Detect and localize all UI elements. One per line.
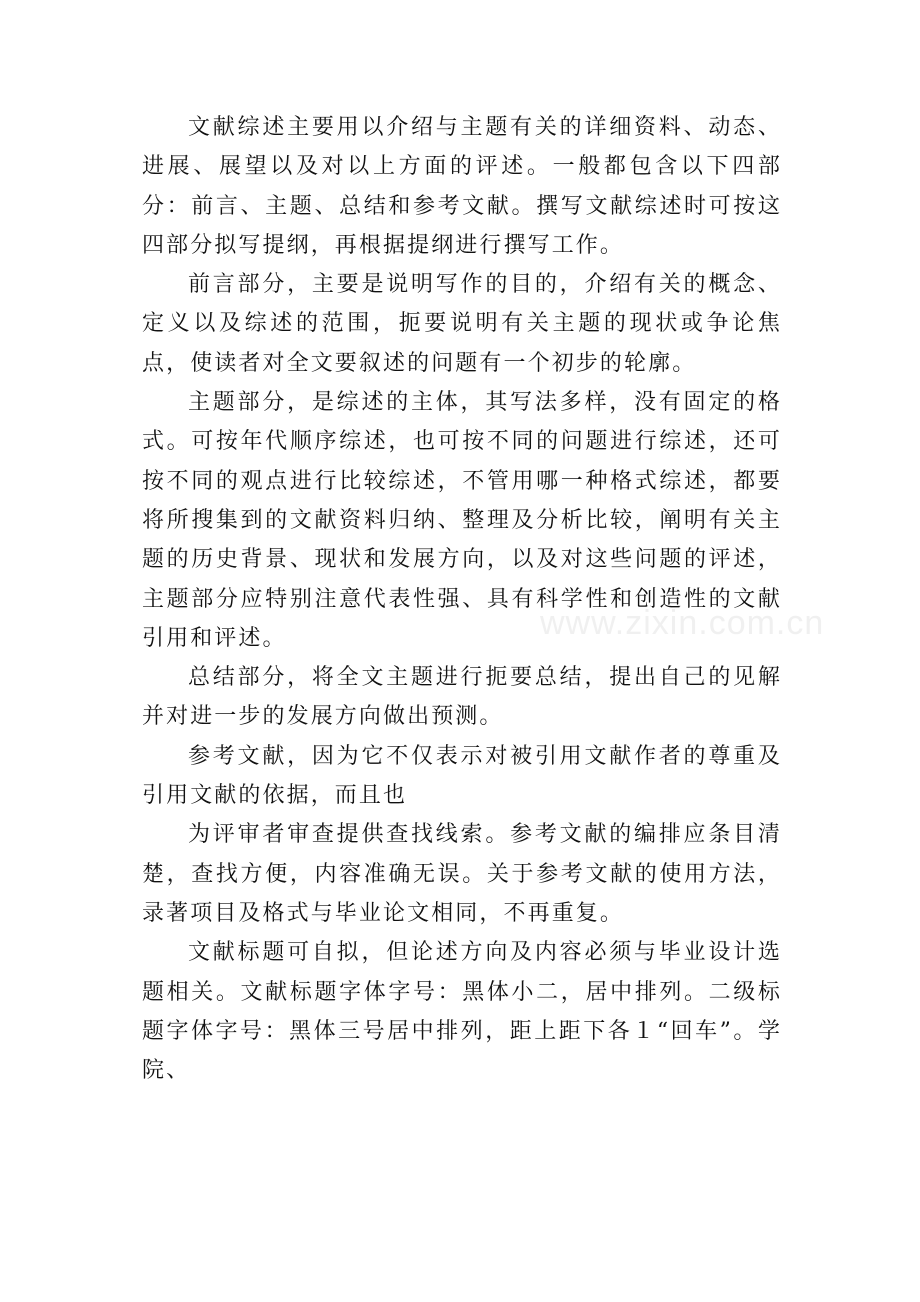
watermark: www.zixin.com.cn (540, 604, 825, 642)
paragraph-summary: 总结部分，将全文主题进行扼要总结，提出自己的见解并对进一步的发展方向做出预测。 (142, 665, 782, 730)
paragraph-intro: 文献综述主要用以介绍与主题有关的详细资料、动态、进展、展望以及对以上方面的评述。一般都包含以下四部分：前言、主题、总结和参考文献。撰写文献综述时可按这四部分拟写提纲，再根据提纲进行撰写工作。 (142, 115, 782, 258)
paragraph-title-format: 文献标题可自拟，但论述方向及内容必须与毕业设计选题相关。文献标题字体字号：黑体小二，居中排列。二级标题字体字号：黑体三号居中排列，距上距下各１“回车”。学院、 (142, 940, 782, 1084)
paragraph-references-continued: 为评审者审查提供查找线索。参考文献的编排应条目清楚，查找方便，内容准确无误。关于参考文献的使用方法，录著项目及格式与毕业论文相同，不再重复。 (142, 822, 782, 926)
document-body (142, 108, 782, 1090)
paragraph-preface: 前言部分，主要是说明写作的目的，介绍有关的概念、定义以及综述的范围，扼要说明有关主题的现状或争论焦点，使读者对全文要叙述的问题有一个初步的轮廓。 (142, 272, 782, 376)
paragraph-main-topic: 主题部分，是综述的主体，其写法多样，没有固定的格式。可按年代顺序综述，也可按不同的问题进行综述，还可按不同的观点进行比较综述，不管用哪一种格式综述，都要将所搜集到的文献资料归纳、整理及分析比较，阐明有关主题的历史背景、现状和发展方向，以及对这些问题的评述，主题部分应特别注意代表性强、具有科学性和创造性的文献引用和评述。 (142, 390, 782, 651)
paragraph-references: 参考文献，因为它不仅表示对被引用文献作者的尊重及引用文献的依据，而且也 (142, 743, 782, 809)
